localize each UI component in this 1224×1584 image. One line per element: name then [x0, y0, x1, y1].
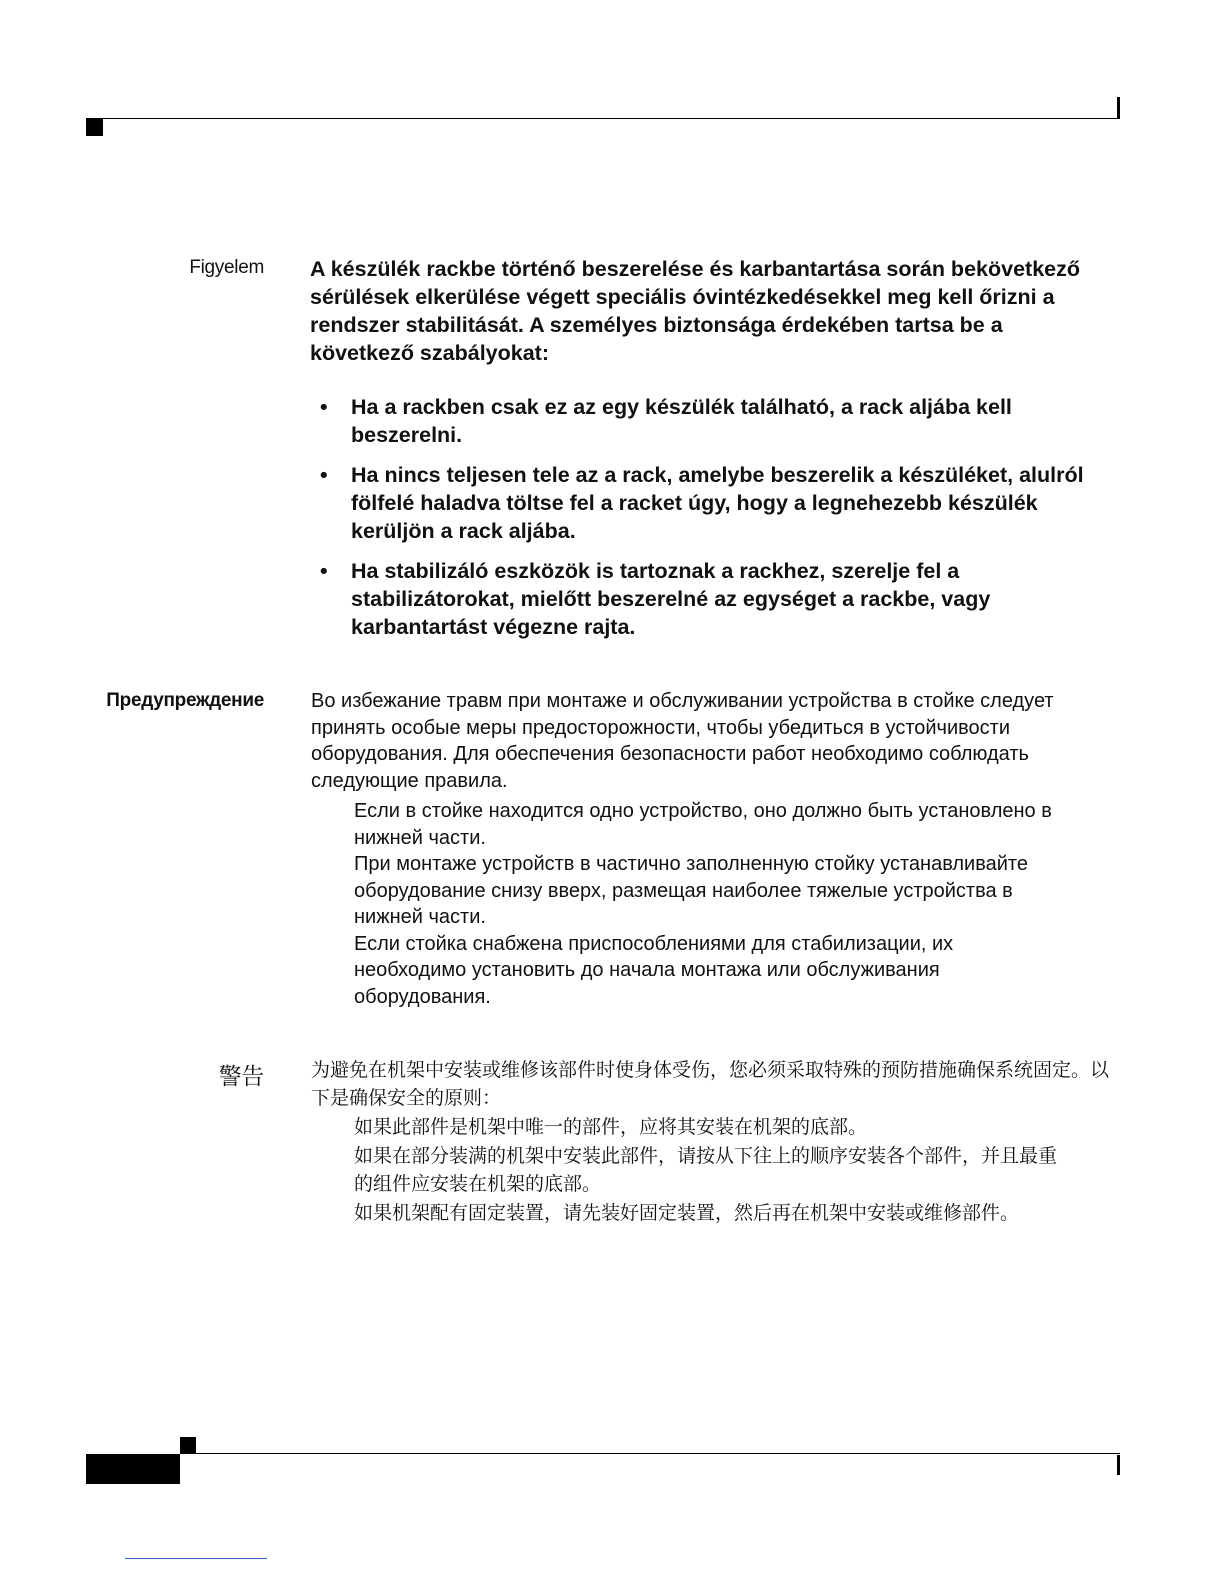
- list-item: Если стойка снабжена приспособлениями для стабилизации, их необходимо установить до начала монтажа или обслуживания оборудования.: [354, 932, 954, 1008]
- footer-link-underline: [125, 1558, 267, 1559]
- warning-label-chinese: 警告: [218, 1063, 264, 1089]
- list-item: 如果此部件是机架中唯一的部件，应将其安装在机架的底部。: [354, 1117, 868, 1138]
- list-item: • Ha nincs teljesen tele az a rack, amelybe beszerelik a készüléket, alulról fölfelé haladva töltse fel a racket úgy, hogy a legnehezebb készülék kerüljön a rack aljába.: [320, 463, 1084, 543]
- footer-corner-marker: [180, 1437, 196, 1453]
- footer-rule: [180, 1453, 1120, 1454]
- bullet-icon: •: [320, 559, 328, 583]
- warning-list-hungarian: [310, 393, 1100, 653]
- header-corner-marker: [86, 119, 103, 136]
- warning-list-russian: [354, 798, 1054, 1010]
- warning-intro-russian: Во избежание травм при монтаже и обслуживании устройства в стойке следует принять особые меры предосторожности, чтобы убедиться в устойчивости оборудования. Для обеспечения безопасности работ необходимо соблюдать следующие правила.: [311, 690, 1054, 792]
- list-item: При монтаже устройств в частично заполненную стойку устанавливайте оборудование снизу вверх, размещая наиболее тяжелые устройства в нижней части.: [354, 853, 1028, 928]
- warning-list-chinese: [354, 1114, 1074, 1228]
- list-item: 如果在部分装满的机架中安装此部件，请按从下往上的顺序安装各个部件，并且最重的组件应安装在机架的底部。: [354, 1145, 1058, 1195]
- footer-right-tick: [1117, 1455, 1120, 1475]
- warning-label-russian: Предупреждение: [106, 690, 264, 711]
- header-right-tick: [1117, 97, 1120, 119]
- bullet-icon: •: [320, 395, 328, 419]
- warning-intro-hungarian: A készülék rackbe történő beszerelése és karbantartása során bekövetkező sérülések elkerülése végett speciális óvintézkedésekkel meg kell őrizni a rendszer stabilitását. A személyes biztonsága érdekében tartsa be a következő szabályokat:: [310, 257, 1080, 365]
- header-rule: [86, 118, 1120, 119]
- warning-label-hungarian: Figyelem: [189, 257, 264, 278]
- bullet-icon: •: [320, 463, 328, 487]
- list-item: Если в стойке находится одно устройство, оно должно быть установлено в нижней части.: [354, 800, 1052, 849]
- list-item: 如果机架配有固定装置，请先装好固定装置，然后再在机架中安装或维修部件。: [354, 1202, 1020, 1224]
- list-item: • Ha a rackben csak ez az egy készülék található, a rack aljába kell beszerelni.: [320, 395, 1012, 447]
- footer-page-tab: [86, 1454, 180, 1484]
- list-item: • Ha stabilizáló eszközök is tartoznak a rackhez, szerelje fel a stabilizátorokat, mielőtt beszerelné az egységet a rackbe, vagy karbantartást végezne rajta.: [320, 559, 991, 639]
- warning-intro-chinese: 为避免在机架中安装或维修该部件时使身体受伤，您必须采取特殊的预防措施确保系统固定。以下是确保安全的原则：: [311, 1060, 1110, 1109]
